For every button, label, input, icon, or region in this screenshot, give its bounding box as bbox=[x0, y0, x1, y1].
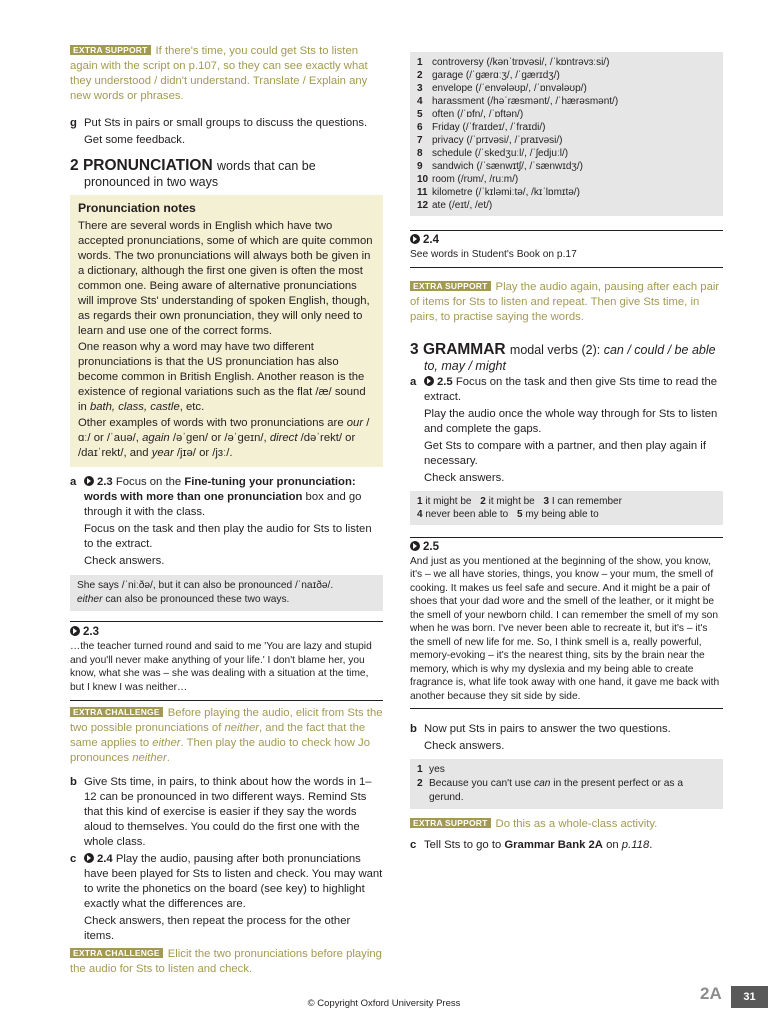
extra-challenge-note-2: EXTRA CHALLENGE Elicit the two pronunciations before playing the audio for Sts to listen and check. bbox=[70, 948, 382, 975]
answer-box-grammar-b: 1 yes 2 Because you can't use can in the present perfect or as a gerund. bbox=[410, 759, 723, 809]
audio-2-4: 2.4 See words in Student's Book on p.17 bbox=[410, 230, 723, 262]
audio-icon bbox=[410, 541, 420, 551]
answer-box-a: She says /ˈniːðə/, but it can also be pronounced /ˈnaɪðə/. either can also be pronounced these two ways. bbox=[70, 575, 383, 611]
notes-paragraph-3: Other examples of words with two pronunciations are our /ɑː/ or /ˈauə/, again /əˈɡen/ or /əˈɡeɪn/, direct /dəˈrekt/ or /daɪˈrekt/, and year /jɪə/ or /jɜː/. bbox=[78, 417, 370, 459]
unit-label: 2A bbox=[700, 984, 722, 1003]
extra-support-note-2: EXTRA SUPPORT Play the audio again, pausing after each pair of items for Sts to listen and repeat. Then give Sts time, in pairs, to practise saying the words. bbox=[410, 280, 720, 323]
section-heading-grammar: 3 GRAMMAR modal verbs (2): can / could / be able to, may / might bbox=[410, 340, 716, 373]
step-b: b Give Sts time, in pairs, to think about how the words in 1–12 can be pronounced in two different ways. Remind Sts that this kind of exercise is easier if they say the words aloud to themselves. You could do the first one with the whole class. bbox=[70, 776, 372, 848]
answer-box-grammar-a: 1 it might be 2 it might be 3 I can remember 4 never been able to 5 my being able to bbox=[410, 491, 723, 525]
audio-icon bbox=[410, 234, 420, 244]
audio-icon bbox=[84, 476, 94, 486]
answer-list-item: 4 harassment (/həˈræsmənt/, /ˈhærəsmənt/) bbox=[417, 96, 619, 107]
section-heading-pronunciation: 2 PRONUNCIATION words that can be pronounced in two ways bbox=[70, 157, 316, 189]
extra-challenge-note-1: EXTRA CHALLENGE Before playing the audio, elicit from Sts the two possible pronunciations of neither, and the fact that the same applies to either. Then play the audio to check how Jo pronounces neither. bbox=[70, 707, 383, 764]
grammar-step-a: a 2.5 Focus on the task and then give Sts time to read the extract. Play the audio once the whole way through for Sts to listen and complete the gaps. Get Sts to compare with a partner, and then play again if necessary. Check answers. bbox=[410, 375, 718, 484]
audio-icon bbox=[84, 853, 94, 863]
step-c: c 2.4 Play the audio, pausing after both pronunciations have been played for Sts to listen and check. You may want to write the phonetics on the board (see key) to highlight exactly what the differences are. Check answers, then repeat the process for the other items. bbox=[70, 853, 383, 942]
notes-paragraph-1: There are several words in English which have two accepted pronunciations, some of which are quite common words. The two pronunciations will always both be given in a dictionary, although the first one given is often the most common one. Being aware of alternative pronunciations will improve Sts' understanding of spoken English, though, as regards their own pronunciation, they will only need to learn and use one of the correct forms. bbox=[78, 220, 373, 337]
answer-list-item: 11 kilometre (/ˈkɪləmiːtə/, /kɪˈlɒmɪtə/) bbox=[417, 187, 580, 198]
right-column bbox=[410, 52, 723, 853]
grammar-step-c: c Tell Sts to go to Grammar Bank 2A on p.118. bbox=[410, 839, 653, 851]
audio-script-2-3: 2.3 …the teacher turned round and said to me 'You are lazy and stupid and you'll never make anything of your life.' I don't blame her, you know, what she was – she was dealing with a situation at the time, but I knew I was neither… bbox=[70, 621, 383, 694]
answer-list-item: 2 garage (/ˈɡærɑːʒ/, /ˈɡærɪdʒ/) bbox=[417, 70, 560, 81]
page-number: 31 bbox=[731, 986, 768, 1008]
step-a: a 2.3 Focus on the Fine-tuning your pronunciation: words with more than one pronunciation box and go through it with the class. Focus on the task and then play the audio for Sts to listen to the extract. Check answers. bbox=[70, 476, 372, 567]
audio-icon bbox=[424, 376, 434, 386]
notes-title: Pronunciation notes bbox=[78, 201, 196, 215]
extra-support-note-3: EXTRA SUPPORT Do this as a whole-class activity. bbox=[410, 817, 723, 832]
answer-list-item: 8 schedule (/ˈskedʒuːl/, /ˈʃedjuːl/) bbox=[417, 148, 569, 159]
answer-box-pronunciation-list bbox=[410, 52, 723, 216]
answer-list-item: 10 room (/rʊm/, /ruːm/) bbox=[417, 174, 519, 185]
answer-list-item: 9 sandwich (/ˈsænwɪtʃ/, /ˈsænwɪdʒ/) bbox=[417, 161, 583, 172]
audio-script-2-5: 2.5 And just as you mentioned at the beginning of the show, you know, it's – we all have stories, things, you know – your mum, the smell of cooking. It makes us feel safe and secure. And it might be a pair of shoes that your dad wore and the smell of the leather, or it might be the smell of your newborn child. I can remember the smell of my son when he was born. I've never been able to recreate it, but it's – it's the smell of new life for me. So, I think smell is a, really powerful, memory-evoking – it's the nearest thing, sits by the brain near the memory, which is why my dyslexia and my being able to create fragrance is, what life took away with one hand, it gave me back with another because they sit side by side. bbox=[410, 537, 723, 704]
notes-paragraph-2: One reason why a word may have two different pronunciations is that the US pronunciation has also become common in British English. Another reason is the existence of regional variations such as the flat /æ/ sound in bath, class, castle, etc. bbox=[78, 341, 366, 413]
grammar-step-b: b Now put Sts in pairs to answer the two questions. Check answers. bbox=[410, 723, 671, 752]
left-column bbox=[70, 44, 383, 977]
extra-support-note: EXTRA SUPPORT If there's time, you could get Sts to listen again with the script on p.107, so they can see exactly what they understood / didn't understand. Translate / Explain any new words or phrases. bbox=[70, 45, 368, 102]
answer-list-item: 6 Friday (/ˈfraɪdeɪ/, /ˈfraɪdi/) bbox=[417, 122, 546, 133]
step-g: g Put Sts in pairs or small groups to discuss the questions. Get some feedback. bbox=[70, 117, 368, 146]
copyright-footer: © Copyright Oxford University Press bbox=[307, 998, 461, 1009]
answer-list-item: 12 ate (/eɪt/, /et/) bbox=[417, 200, 493, 211]
answer-list-item: 1 controversy (/kənˈtrɒvəsi/, /ˈkɒntrəvɜːsi/) bbox=[417, 57, 610, 68]
answer-list-item: 5 often (/ˈɒfn/, /ˈɒftən/) bbox=[417, 109, 524, 120]
extra-support-tag: EXTRA SUPPORT bbox=[70, 45, 151, 55]
pronunciation-notes-box bbox=[70, 195, 383, 467]
audio-icon bbox=[70, 626, 80, 636]
answer-list-item: 3 envelope (/ˈenvələʊp/, /ˈɒnvələʊp/) bbox=[417, 83, 587, 94]
answer-list-item: 7 privacy (/ˈprɪvəsi/, /ˈpraɪvəsi/) bbox=[417, 135, 563, 146]
